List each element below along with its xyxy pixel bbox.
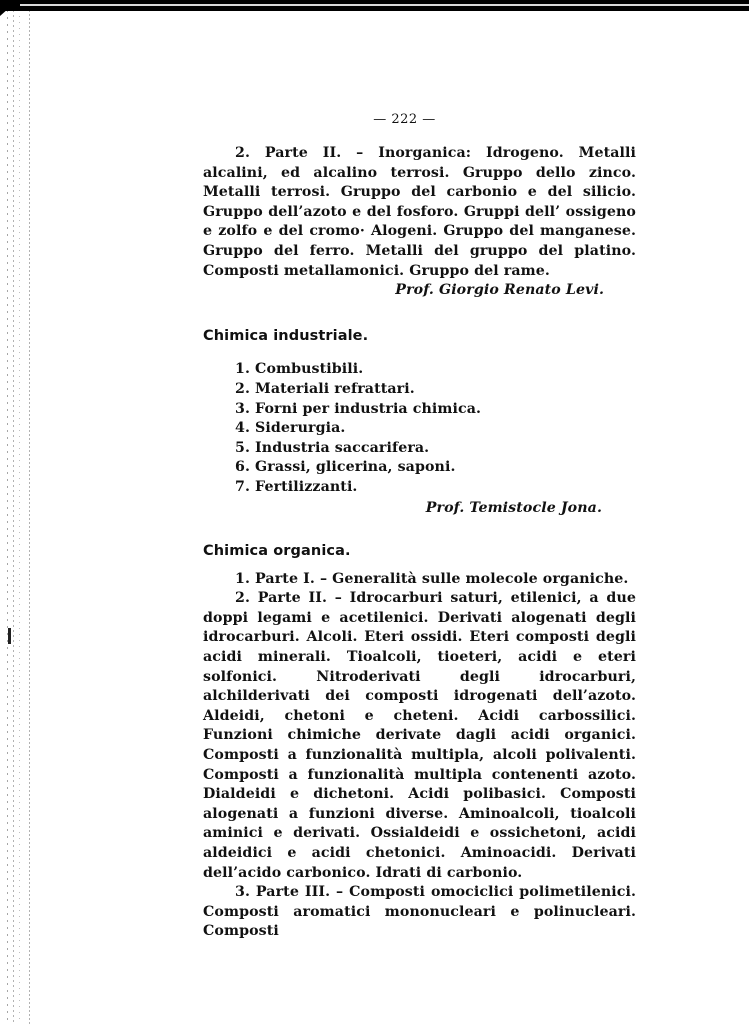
scan-top-border-highlight (20, 4, 749, 6)
list-item: 2. Materiali refrattari. (235, 380, 415, 397)
list-item: 4. Siderurgia. (235, 420, 346, 437)
heading-chimica-organica: Chimica organica. (203, 543, 351, 560)
heading-chimica-industriale: Chimica industriale. (203, 327, 369, 344)
list-item: 5. Industria saccarifera. (235, 439, 430, 456)
binding-mark (8, 628, 11, 644)
list-item: 1. Combustibili. (235, 361, 364, 378)
organic-paragraph-3: 3. Parte III. – Composti omociclici polimetilenici. Composti aromatici mononucleari e polinucleari. Composti (203, 884, 636, 940)
signature-levi: Prof. Giorgio Renato Levi. (395, 282, 604, 299)
list-item: 3. Forni per industria chimica. (235, 400, 482, 417)
organic-paragraph-1: 1. Parte I. – Generalità sulle molecole organiche. (235, 570, 629, 587)
industrial-topics-list (203, 360, 636, 497)
organic-paragraph-2: 2. Parte II. – Idrocarburi saturi, etilenici, a due doppi legami e acetilenici. Derivati alogenati degli idrocarburi. Alcoli. Eteri ossidi. Eteri composti degli acidi minerali. Tioalcoli, tioeteri, acidi e eteri solfonici. Nitroderivati degli idrocarburi, alchilderivati dei composti idrogenati dell’azoto. Aldeidi, chetoni e cheteni. Acidi carbossilici. Funzioni chimiche derivate dagli acidi organici. Composti a funzionalità multipla, alcoli polivalenti. Composti a funzionalità multipla contenenti azoto. Dialdeidi e dichetoni. Acidi polibasici. Composti alogenati a funzioni diverse. Aminoalcoli, tioalcoli aminici e derivati. Ossialdeidi e ossichetoni, acidi aldeidici e acidi chetonici. Aminoacidi. Derivati dell’acido carbonico. Idrati di carbonio. (203, 590, 636, 881)
book-binding-edge (0, 10, 34, 1024)
inorganic-paragraph: 2. Parte II. – Inorganica: Idrogeno. Metalli alcalini, ed alcalino terrosi. Gruppo dello zinco. Metalli terrosi. Gruppo del carbonio e del silicio. Gruppo dell’azoto e del fosforo. Gruppi dell’ ossigeno e zolfo e del cromo· Alogeni. Gruppo del manganese. Gruppo del ferro. Metalli del gruppo del platino. Composti metallamonici. Gruppo del rame. (203, 145, 636, 279)
signature-jona: Prof. Temistocle Jona. (425, 499, 602, 516)
scan-top-border (0, 0, 749, 11)
page-number: — 222 — (373, 112, 436, 127)
list-item: 7. Fertilizzanti. (235, 478, 358, 495)
list-item: 6. Grassi, glicerina, saponi. (235, 459, 456, 476)
page-content (203, 144, 636, 942)
